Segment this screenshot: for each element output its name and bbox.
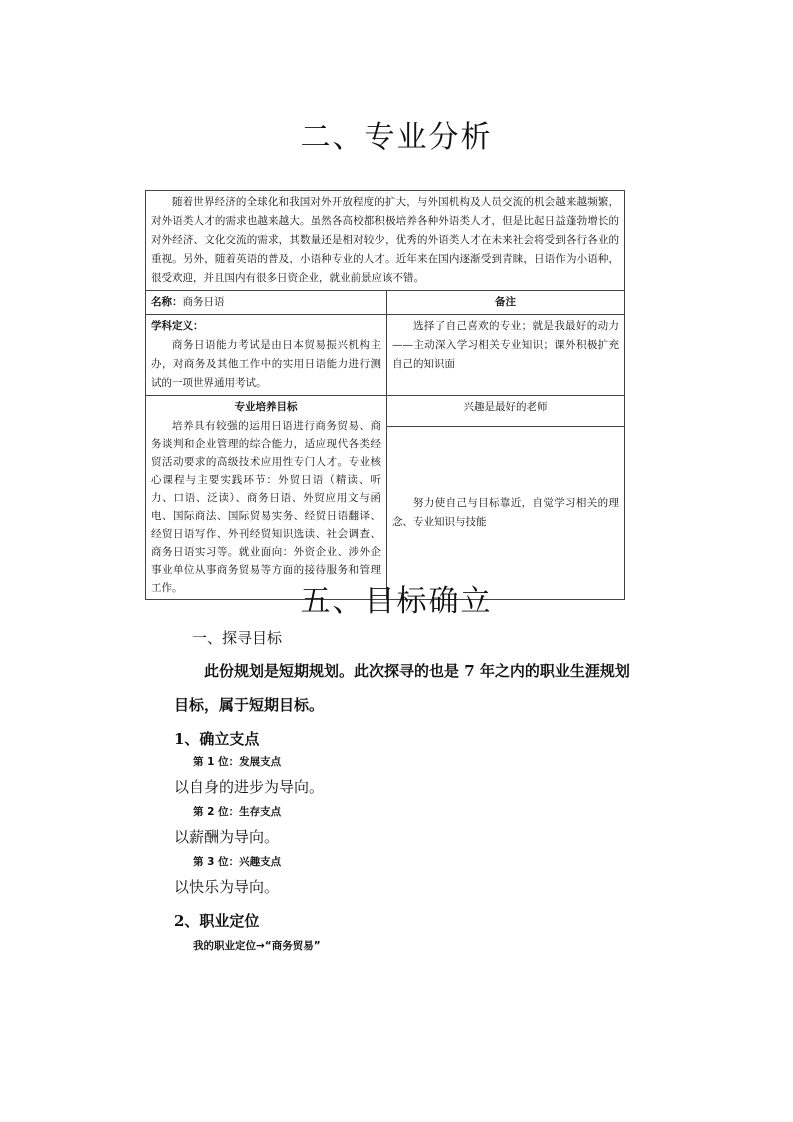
heading-position-text: 2、职业定位	[174, 912, 260, 930]
support-rank-2: 第 2 位：生存支点	[193, 806, 282, 818]
intro-cell: 随着世界经济的全球化和我国对外开放程度的扩大，与外国机构及人员交流的机会越来越频繁，对外语类人才的需求也越来越大。虽然各高校都积极培养各种外语类人才，但是比起日益蓬勃增长的对外经济、文化交流的需求，其数量还是相对较少，优秀的外语类人才在未来社会将受到各行各业的重视。另外，随着英语的普及，小语种专业的人才。近年来在国内逐渐受到青睐，日语作为小语种，很受欢迎，并且国内有很多日资企业，就业前景应该不错。	[146, 191, 625, 291]
support-desc-3: 以快乐为导向。	[174, 878, 280, 896]
table-row	[146, 191, 625, 291]
heading-support	[174, 728, 259, 749]
name-cell	[146, 291, 387, 315]
remark-3: 努力使自己与目标靠近，自觉学习相关的理念、专业知识与技能	[387, 427, 625, 600]
name-value: 商务日语	[182, 296, 225, 308]
support-desc-1: 以自身的进步为导向。	[174, 778, 325, 796]
position-text: 我的职业定位→“商务贸易”	[193, 940, 321, 952]
name-label: 名称：	[151, 296, 183, 308]
remark-header: 备注	[387, 291, 625, 315]
major-analysis-table	[145, 190, 625, 600]
heading-position	[174, 910, 259, 931]
heading-support-text: 1、确立支点	[174, 730, 260, 748]
goal-header: 专业培养目标	[234, 401, 298, 413]
support-rank-1: 第 1 位：发展支点	[193, 756, 282, 768]
definition-label: 学科定义：	[151, 320, 204, 332]
paragraph-explore: 此份规划是短期规划。此次探寻的也是 7 年之内的职业生涯规划目标，属于短期目标。	[174, 662, 630, 714]
support-desc-2: 以薪酬为导向。	[174, 828, 280, 846]
page-title-goal: 五、目标确立	[300, 584, 493, 619]
remark-2: 兴趣是最好的老师	[387, 396, 625, 427]
page-title-analysis: 二、专业分析	[300, 120, 493, 155]
sub-heading-explore: 一、探寻目标	[192, 629, 283, 647]
definition-cell	[146, 315, 387, 396]
table-row	[146, 315, 625, 396]
support-rank-3: 第 3 位：兴趣支点	[193, 856, 282, 868]
remark-1: 选择了自己喜欢的专业；就是我最好的动力——主动深入学习相关专业知识；课外积极扩充自己的知识面	[387, 315, 625, 396]
table-row	[146, 396, 625, 427]
goal-cell	[146, 396, 387, 600]
definition-text: 商务日语能力考试是由日本贸易振兴机构主办，对商务及其他工作中的实用日语能力进行测试的一项世界通用考试。	[151, 339, 381, 389]
goal-text: 培养具有较强的运用日语进行商务贸易、商务谈判和企业管理的综合能力，适应现代各类经贸活动要求的高级技术应用性专门人才。专业核心课程与主要实践环节：外贸日语（精读、听力、口语、泛读）、商务日语、外贸应用文与函电、国际商法、国际贸易实务、经贸日语翻译、经贸日语写作、外刊经贸知识选读、社会调查、商务日语实习等。就业面向：外资企业、涉外企事业单位从事商务贸易等方面的接待服务和管理工作。	[151, 420, 381, 594]
table-row	[146, 291, 625, 315]
